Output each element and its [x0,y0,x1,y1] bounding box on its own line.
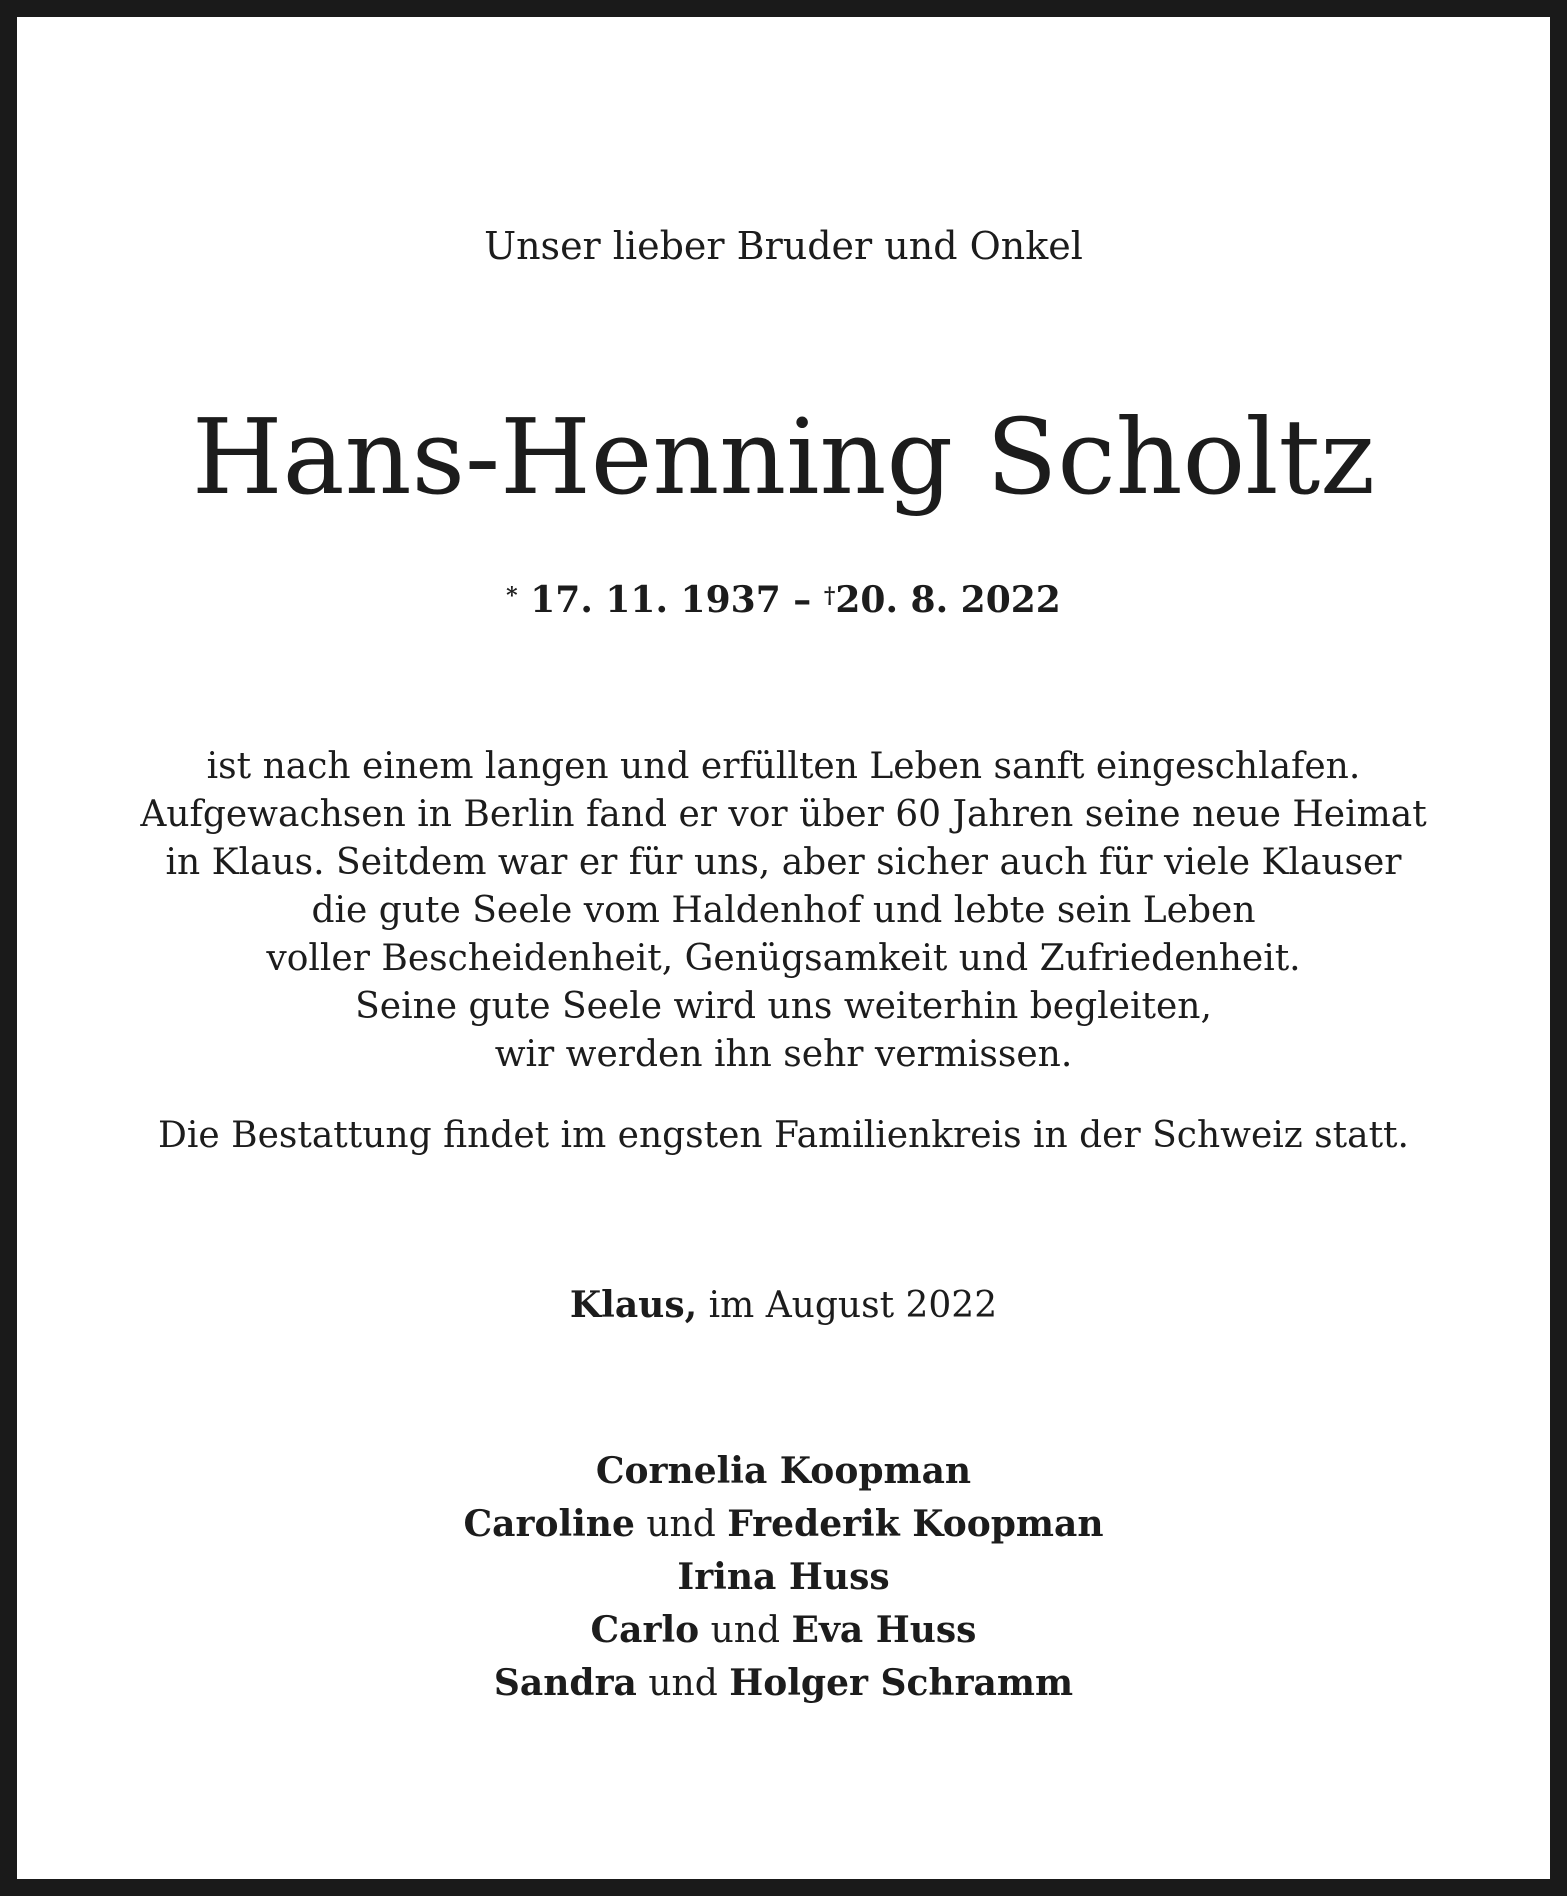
signer-row [34,1445,1533,1498]
date-dash: – [793,579,812,621]
place-and-date [34,1280,1533,1331]
signer-name: Sandra [493,1662,637,1704]
date-line: im August 2022 [708,1285,998,1326]
signer-row [34,1551,1533,1604]
signer-name: Caroline [463,1503,635,1545]
signers-list [34,1445,1533,1710]
signer-row [34,1657,1533,1710]
text-line: ist nach einem langen und erfüllten Leben sanft eingeschlafen. [206,746,1361,787]
signer-name: Frederik Koopman [727,1503,1104,1545]
signer-name: Eva Huss [791,1609,977,1651]
text-line: Aufgewachsen in Berlin fand er vor über 60 Jahren seine neue Heimat [140,794,1427,835]
deceased-name: Hans-Henning Scholtz [191,396,1376,518]
signer-connector: und [646,1504,716,1545]
birth-symbol: * [506,583,518,609]
text-line: die gute Seele vom Haldenhof und lebte sein Leben [311,890,1256,931]
signer-name: Holger Schramm [729,1662,1074,1704]
death-symbol: † [823,583,836,609]
text-line: wir werden ihn sehr vermissen. [494,1034,1073,1075]
funeral-notice: Die Bestattung findet im engsten Familienkreis in der Schweiz statt. [158,1115,1409,1156]
signer-connector: und [710,1610,781,1651]
obituary-text [34,743,1533,1079]
signer-connector: und [648,1663,718,1704]
signer-row [34,1498,1533,1551]
life-dates [34,575,1533,625]
birth-date: 17. 11. 1937 [530,579,781,621]
intro-line: Unser lieber Bruder und Onkel [484,224,1083,268]
signer-name: Cornelia Koopman [595,1450,972,1492]
text-line: Seine gute Seele wird uns weiterhin begleiten, [355,986,1212,1027]
place-name: Klaus, [569,1284,698,1326]
signer-name: Irina Huss [677,1556,890,1598]
text-line: in Klaus. Seitdem war er für uns, aber sicher auch für viele Klauser [165,842,1402,883]
death-date: 20. 8. 2022 [835,579,1061,621]
text-line: voller Bescheidenheit, Genügsamkeit und Zufriedenheit. [266,938,1301,979]
signer-name: Carlo [590,1609,700,1651]
signer-row [34,1604,1533,1657]
